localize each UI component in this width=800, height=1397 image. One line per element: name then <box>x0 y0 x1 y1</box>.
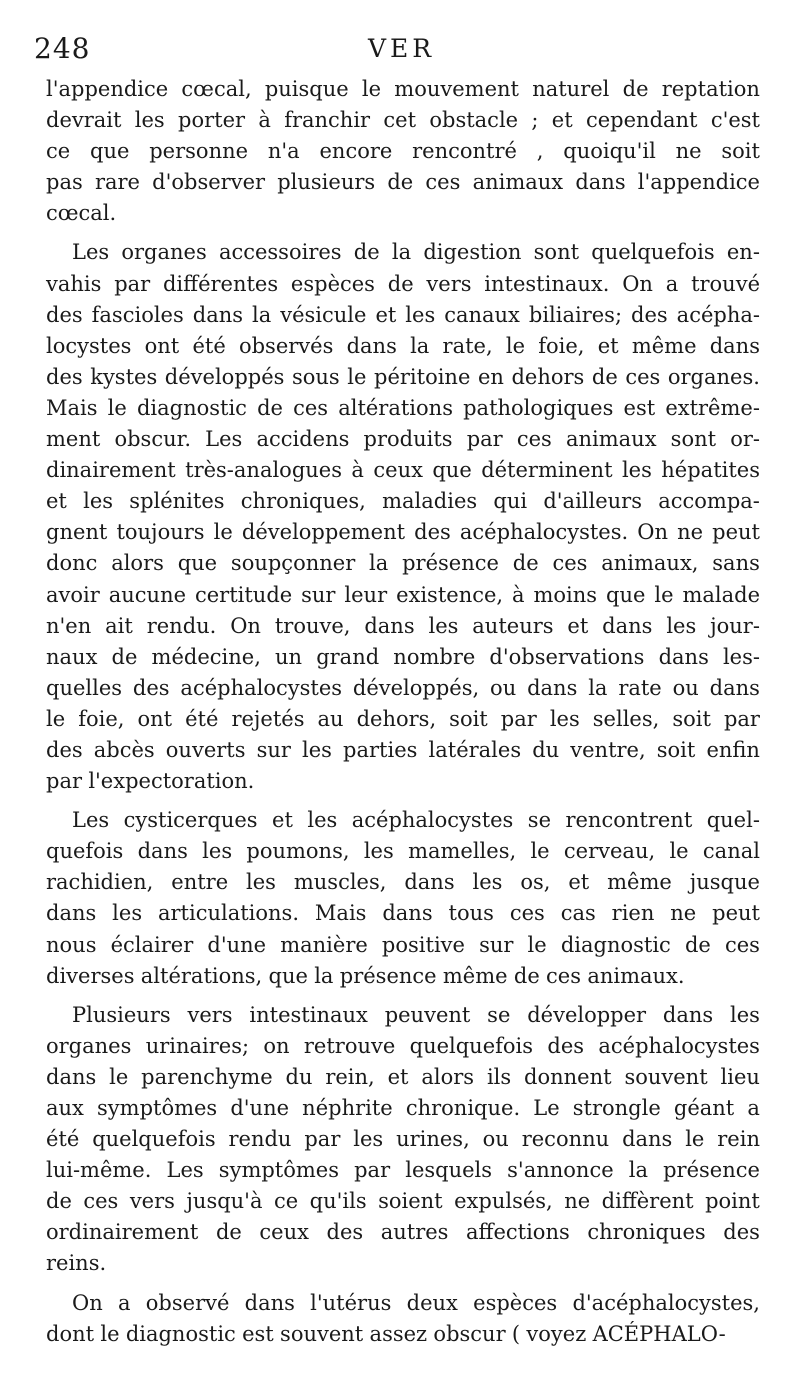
paragraph <box>46 805 760 992</box>
text-line: Plusieurs vers intestinaux peuvent se développer dans les <box>72 1002 760 1027</box>
text-line: organes urinaires; on retrouve quelquefois des acéphalocystes <box>46 1033 760 1058</box>
text-line: Mais le diagnostic de ces altérations pathologiques est extrême- <box>46 395 760 420</box>
text-body <box>46 74 760 1358</box>
text-line: quelles des acéphalocystes développés, ou dans la rate ou dans <box>46 675 760 700</box>
text-line: rachidien, entre les muscles, dans les os, et même jusque <box>46 870 760 895</box>
paragraph <box>46 1000 760 1280</box>
paragraph <box>46 1288 760 1350</box>
text-line: cœcal. <box>46 201 117 226</box>
running-head <box>34 32 764 72</box>
text-line: ment obscur. Les accidens produits par ces animaux sont or- <box>46 427 760 452</box>
paragraph <box>46 74 760 229</box>
text-line: l'appendice cœcal, puisque le mouvement naturel de reptation <box>46 77 760 101</box>
text-line: On a observé dans l'utérus deux espèces d'acéphalocystes, <box>72 1290 760 1315</box>
text-line: nous éclairer d'une manière positive sur le diagnostic de ces <box>46 932 760 957</box>
text-line: Les organes accessoires de la digestion sont quelquefois en- <box>72 240 760 265</box>
text-line: donc alors que soupçonner la présence de ces animaux, sans <box>46 551 760 576</box>
text-line: naux de médecine, un grand nombre d'observations dans les- <box>46 644 760 669</box>
text-line: pas rare d'observer plusieurs de ces animaux dans l'appendice <box>46 170 760 195</box>
text-line: lui-même. Les symptômes par lesquels s'annonce la présence <box>46 1158 760 1183</box>
text-line: devrait les porter à franchir cet obstacle ; et cependant c'est <box>46 108 760 133</box>
text-line: et les splénites chroniques, maladies qui d'ailleurs accompa- <box>46 489 760 514</box>
text-line: avoir aucune certitude sur leur existence, à moins que le malade <box>46 582 760 607</box>
text-line: de ces vers jusqu'à ce qu'ils soient expulsés, ne diffèrent point <box>46 1189 760 1214</box>
text-line: des fascioles dans la vésicule et les canaux biliaires; des acépha- <box>46 302 760 327</box>
text-line: Les cysticerques et les acéphalocystes se rencontrent quel- <box>72 808 760 833</box>
text-line: dont le diagnostic est souvent assez obscur ( voyez ACÉPHALO- <box>46 1321 726 1346</box>
text-line: n'en ait rendu. On trouve, dans les auteurs et dans les jour- <box>46 613 760 638</box>
text-line: diverses altérations, que la présence même de ces animaux. <box>46 963 685 988</box>
text-line: gnent toujours le développement des acéphalocystes. On ne peut <box>46 520 760 545</box>
text-line: quefois dans les poumons, les mamelles, le cerveau, le canal <box>46 839 760 864</box>
text-line: des kystes développés sous le péritoine en dehors de ces organes. <box>46 364 760 389</box>
text-line: par l'expectoration. <box>46 769 255 794</box>
text-line: ordinairement de ceux des autres affections chroniques des <box>46 1220 760 1245</box>
text-line: locystes ont été observés dans la rate, le foie, et même dans <box>46 333 760 358</box>
text-line: aux symptômes d'une néphrite chronique. Le strongle géant a <box>46 1096 760 1120</box>
paragraph <box>46 237 760 797</box>
text-line: dinairement très-analogues à ceux que déterminent les hépatites <box>46 458 760 483</box>
text-line: reins. <box>46 1251 107 1276</box>
text-line: des abcès ouverts sur les parties latérales du ventre, soit enfin <box>46 737 760 762</box>
text-line: dans les articulations. Mais dans tous ces cas rien ne peut <box>46 901 760 926</box>
page-number: 248 <box>34 32 91 65</box>
text-line: été quelquefois rendu par les urines, ou reconnu dans le rein <box>46 1127 760 1152</box>
text-line: ce que personne n'a encore rencontré , quoiqu'il ne soit <box>46 139 760 164</box>
text-line: vahis par différentes espèces de vers intestinaux. On a trouvé <box>46 271 760 296</box>
text-line: dans le parenchyme du rein, et alors ils donnent souvent lieu <box>46 1064 760 1089</box>
running-title: VER <box>368 34 436 63</box>
text-line: le foie, ont été rejetés au dehors, soit par les selles, soit par <box>46 706 760 731</box>
